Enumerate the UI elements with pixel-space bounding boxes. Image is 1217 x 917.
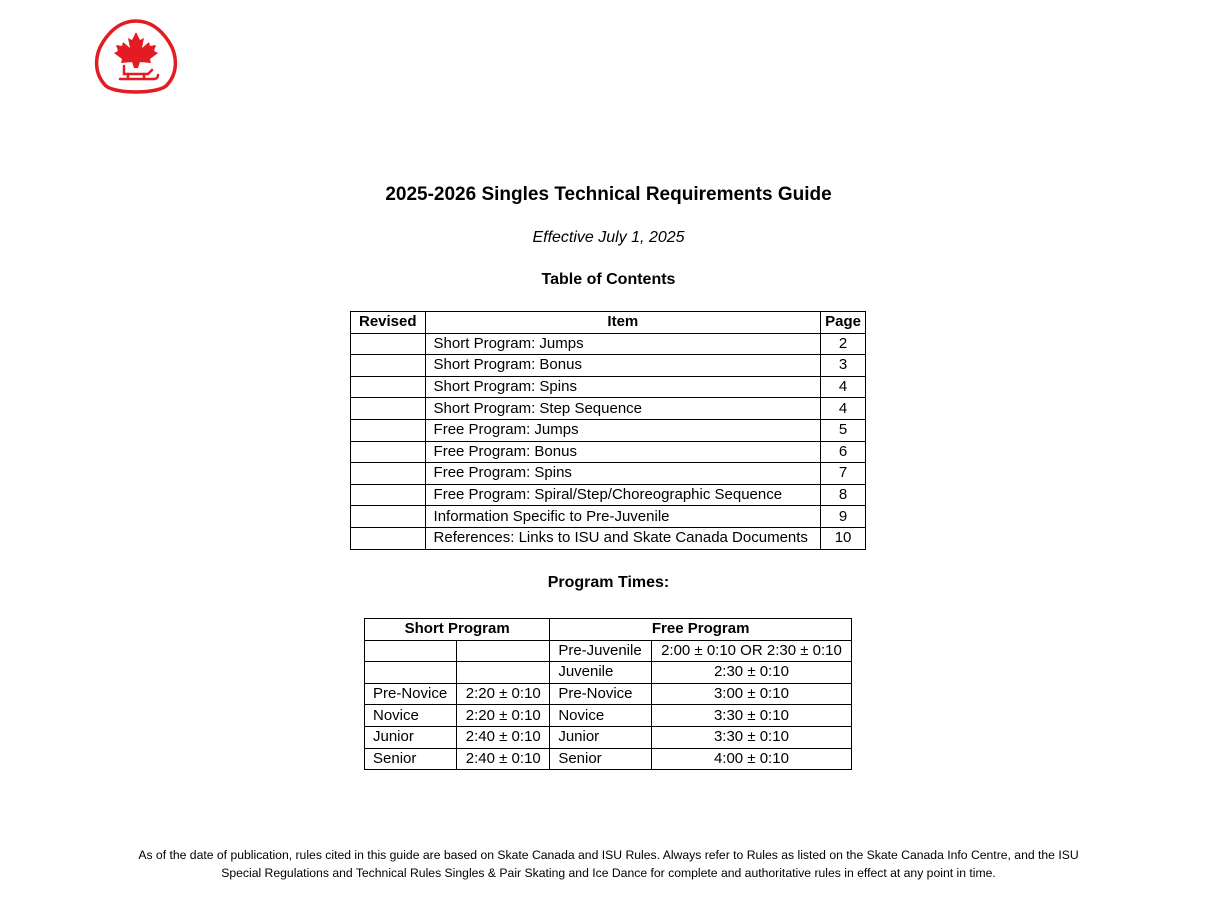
toc-item: Short Program: Spins (425, 376, 821, 398)
toc-row (351, 527, 866, 549)
free-time: 4:00 ± 0:10 (651, 748, 851, 770)
toc-item: Information Specific to Pre-Juvenile (425, 506, 821, 528)
toc-col-revised: Revised (351, 312, 426, 334)
footer-line: As of the date of publication, rules cited in this guide are based on Skate Canada and ISU Rules. Always refer to Rules as listed on the Skate Canada Info Centre, and the ISU (138, 848, 1079, 862)
toc-row (351, 398, 866, 420)
free-level: Pre-Novice (550, 683, 652, 705)
toc-page: 10 (821, 527, 866, 549)
effective-date: Effective July 1, 2025 (532, 229, 685, 246)
toc-item: Free Program: Bonus (425, 441, 821, 463)
program-times-heading: Program Times: (547, 574, 670, 591)
toc-page: 4 (821, 376, 866, 398)
toc-row (351, 441, 866, 463)
free-time: 3:30 ± 0:10 (651, 726, 851, 748)
free-time: 2:00 ± 0:10 OR 2:30 ± 0:10 (651, 640, 851, 662)
toc-row (351, 463, 866, 485)
toc-heading: Table of Contents (541, 271, 676, 288)
free-level: Junior (550, 726, 652, 748)
program-times-row (365, 683, 852, 705)
program-times-header-row (365, 619, 852, 641)
toc-row (351, 355, 866, 377)
short-time: 2:40 ± 0:10 (457, 748, 550, 770)
program-times-row (365, 748, 852, 770)
document-title: 2025-2026 Singles Technical Requirements Guide (385, 184, 832, 205)
toc-item: Short Program: Bonus (425, 355, 821, 377)
toc-row (351, 484, 866, 506)
short-level: Pre-Novice (365, 683, 457, 705)
short-level: Senior (365, 748, 457, 770)
toc-page: 8 (821, 484, 866, 506)
program-times-row (365, 640, 852, 662)
short-time: 2:20 ± 0:10 (457, 683, 550, 705)
free-level: Novice (550, 705, 652, 727)
program-times-row (365, 726, 852, 748)
free-time: 2:30 ± 0:10 (651, 662, 851, 684)
toc-item: Free Program: Spins (425, 463, 821, 485)
toc-page: 3 (821, 355, 866, 377)
toc-header-row (351, 312, 866, 334)
short-level: Novice (365, 705, 457, 727)
skate-canada-logo (94, 18, 178, 96)
free-level: Senior (550, 748, 652, 770)
toc-page: 5 (821, 419, 866, 441)
toc-row (351, 333, 866, 355)
short-level (365, 640, 457, 662)
toc-item: Short Program: Jumps (425, 333, 821, 355)
toc-item: Free Program: Spiral/Step/Choreographic Sequence (425, 484, 821, 506)
short-level (365, 662, 457, 684)
program-times-table (364, 618, 852, 770)
toc-page: 9 (821, 506, 866, 528)
free-program-header: Free Program (550, 619, 852, 641)
toc-page: 7 (821, 463, 866, 485)
short-time (457, 662, 550, 684)
toc-item: Short Program: Step Sequence (425, 398, 821, 420)
free-time: 3:00 ± 0:10 (651, 683, 851, 705)
short-time: 2:40 ± 0:10 (457, 726, 550, 748)
footer-disclaimer (0, 846, 1217, 882)
free-level: Juvenile (550, 662, 652, 684)
toc-row (351, 419, 866, 441)
maple-leaf-icon (114, 32, 158, 68)
table-of-contents (350, 311, 866, 550)
toc-page: 6 (821, 441, 866, 463)
short-level: Junior (365, 726, 457, 748)
free-time: 3:30 ± 0:10 (651, 705, 851, 727)
footer-line: Special Regulations and Technical Rules Singles & Pair Skating and Ice Dance for complete and authoritative rules in effect at any point in time. (221, 866, 996, 880)
program-times-row (365, 705, 852, 727)
skate-icon (120, 66, 158, 79)
free-level: Pre-Juvenile (550, 640, 652, 662)
toc-item: References: Links to ISU and Skate Canada Documents (425, 527, 821, 549)
toc-col-page: Page (821, 312, 866, 334)
toc-row (351, 506, 866, 528)
short-time (457, 640, 550, 662)
toc-col-item: Item (425, 312, 821, 334)
program-times-row (365, 662, 852, 684)
short-program-header: Short Program (365, 619, 550, 641)
toc-row (351, 376, 866, 398)
short-time: 2:20 ± 0:10 (457, 705, 550, 727)
toc-item: Free Program: Jumps (425, 419, 821, 441)
toc-page: 2 (821, 333, 866, 355)
toc-page: 4 (821, 398, 866, 420)
